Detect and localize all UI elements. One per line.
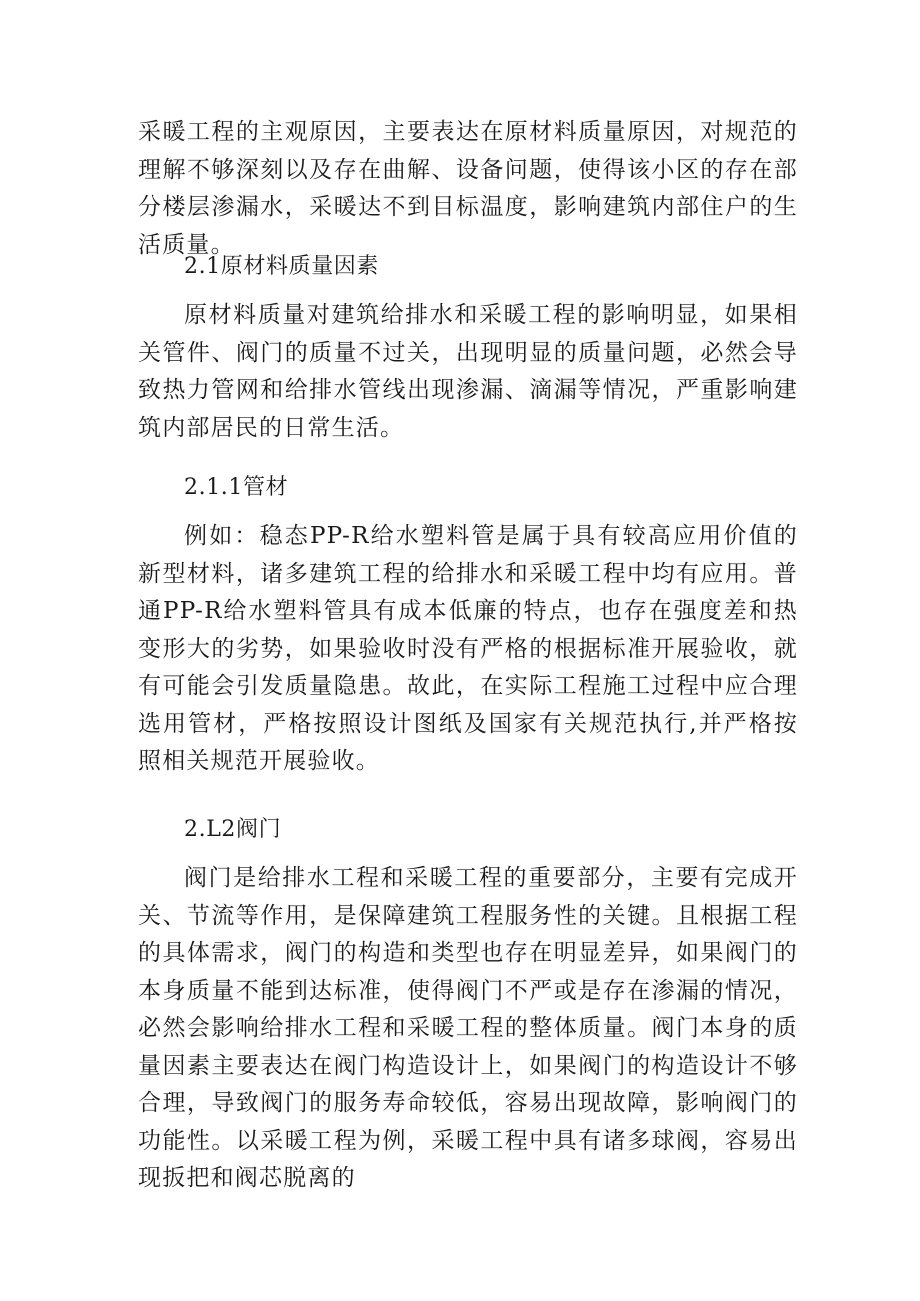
section-heading-2-1-2: 2.L2阀门 <box>184 817 282 842</box>
paragraph-intro: 采暖工程的主观原因，主要表达在原材料质量原因，对规范的理解不够深刻以及存在曲解、设备问题，使得该小区的存在部分楼层渗漏水，采暖达不到目标温度，影响建筑内部住户的生活质量。 <box>138 119 798 258</box>
paragraph-2-1-1: 例如：稳态PP-R给水塑料管是属于具有较高应用价值的新型材料，诸多建筑工程的给排水和采暖工程中均有应用。普通PP-R给水塑料管具有成本低廉的特点，也存在强度差和热变形大的劣势，如果验收时没有严格的根据标准开展验收，就有可能会引发质量隐患。故此，在实际工程施工过程中应合理选用管材，严格按照设计图纸及国家有关规范执行,并严格按照相关规范开展验收。 <box>138 523 798 774</box>
section-heading-2-1: 2.1原材料质量因素 <box>184 254 379 279</box>
paragraph-2-1: 原材料质量对建筑给排水和采暖工程的影响明显，如果相关管件、阀门的质量不过关，出现明显的质量问题，必然会导致热力管网和给排水管线出现渗漏、滴漏等情况，严重影响建筑内部居民的日常生活。 <box>138 302 798 441</box>
section-heading-2-1-1: 2.1.1管材 <box>184 475 289 500</box>
paragraph-2-1-2: 阀门是给排水工程和采暖工程的重要部分，主要有完成开关、节流等作用，是保障建筑工程服务性的关键。且根据工程的具体需求，阀门的构造和类型也存在明显差异，如果阀门的本身质量不能到达标准，使得阀门不严或是存在渗漏的情况，必然会影响给排水工程和采暖工程的整体质量。阀门本身的质量因素主要表达在阀门构造设计上，如果阀门的构造设计不够合理，导致阀门的服务寿命较低，容易出现故障，影响阀门的功能性。以采暖工程为例，采暖工程中具有诸多球阀，容易出现扳把和阀芯脱离的 <box>138 865 798 1191</box>
